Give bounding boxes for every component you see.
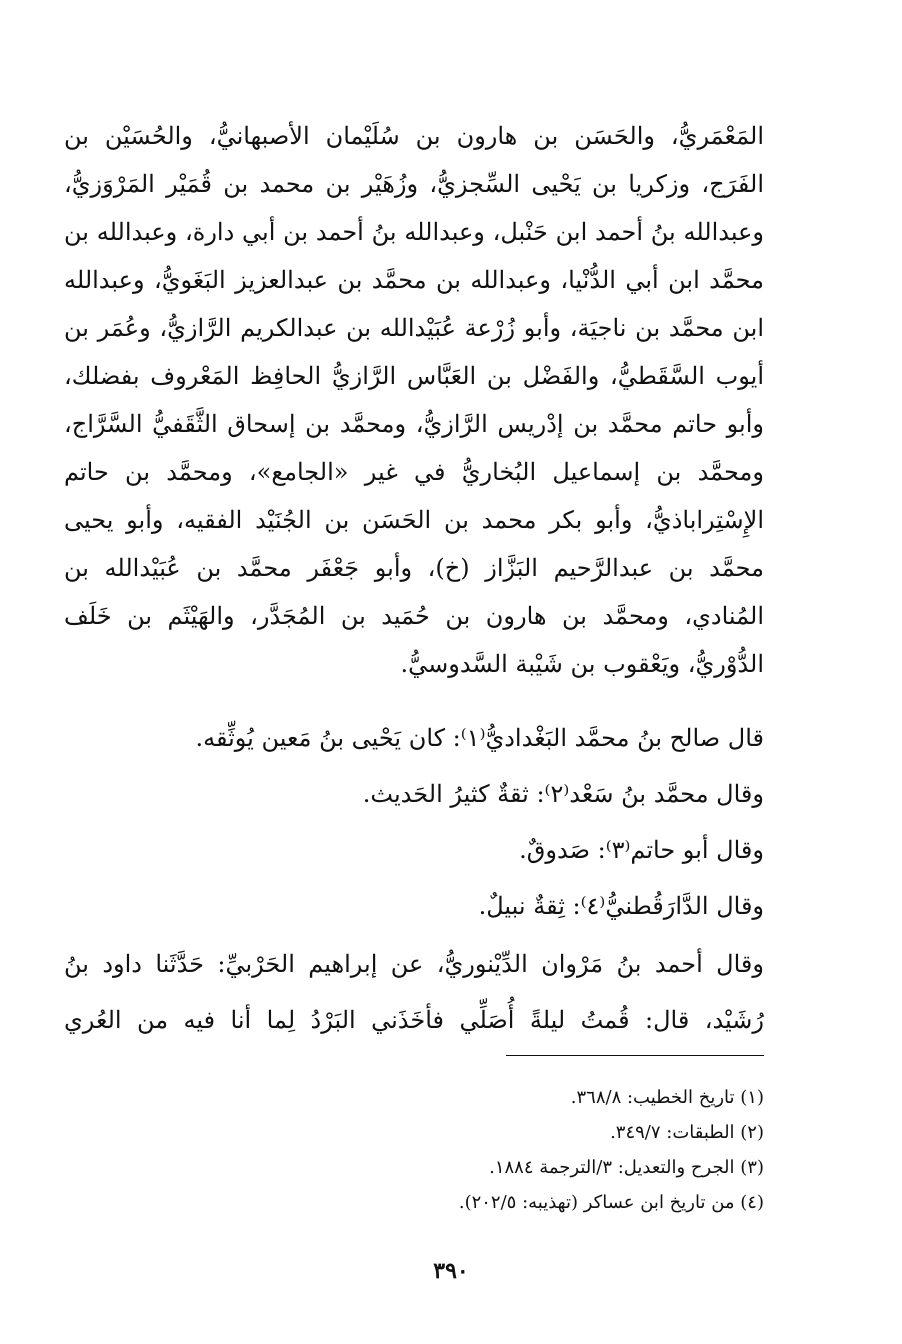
quotes-block (124, 710, 764, 934)
footnote: (٢) الطبقات: ٣٤٩/٧. (610, 1122, 764, 1143)
quote-line: وقال الدَّارَقُطنيُّ⁽٤⁾: ثِقةٌ نبيلٌ. (478, 892, 764, 920)
paragraph-2: وقال أحمد بنُ مَرْوان الدِّيْنوريُّ، عن إبراهيم الحَرْبيِّ: حَدَّثَنا داود بنُ رُشَيْد، قال: قُمتُ ليلةً أُصَلِّي فأخَذَني البَرْدُ لِما أنا فيه من العُري (64, 950, 765, 1034)
narrator-list-paragraph (64, 112, 764, 688)
footnote: (٣) الجرح والتعديل: ٣/الترجمة ١٨٨٤. (489, 1157, 764, 1178)
quote-line: وقال محمَّد بنُ سَعْد⁽٢⁾: ثقةٌ كثيرُ الحَديث. (362, 780, 764, 808)
quote-line: قال صالح بنُ محمَّد البَغْداديُّ⁽١⁾: كان يَحْيى بنُ مَعين يُوثِّقه. (195, 724, 764, 752)
footnote-divider (506, 1055, 764, 1056)
footnote: (١) تاريخ الخطيب: ٣٦٨/٨. (570, 1087, 764, 1108)
footnotes (124, 1080, 764, 1220)
footnote: (٤) من تاريخ ابن عساكر (تهذيبه: ٢٠٢/٥). (458, 1192, 764, 1213)
paragraph-1: المَعْمَريُّ، والحَسَن بن هارون بن سُلَيْمان الأصبهانيُّ، والحُسَيْن بن الفَرَج، وزكريا بن يَحْيى السِّجزيُّ، وزُهَيْر بن محمد بن قُمَيْر المَرْوَزيُّ، وعبدالله بنُ أحمد ابن حَنْبل، وعبدالله بنُ أحمد بن أبي دارة، وعبدالله بن محمَّد ابن أبي الدُّنْيا، وعبدالله بن محمَّد بن عبدالعزيز البَغَويُّ، وعبدالله ابن محمَّد بن ناجيَة، وأبو زُرْعة عُبَيْدالله بن عبدالكريم الرَّازيُّ، وعُمَر بن أيوب السَّقَطيُّ، والفَضْل بن العَبَّاس الرَّازيُّ الحافِظ المَعْروف بفضلك، وأبو حاتم محمَّد بن إدْريس الرَّازيُّ، ومحمَّد بن إسحاق الثَّقَفيُّ السَّرَّاج، ومحمَّد بن إسماعيل البُخاريُّ في غير «الجامع»، ومحمَّد بن حاتم الإِسْتِراباذيُّ، وأبو بكر محمد بن الحَسَن بن الجُنَيْد الفقيه، وأبو يحيى محمَّد بن عبدالرَّحيم البَزَّاز (خ)، وأبو جَعْفَر محمَّد بن عُبَيْدالله بن المُنادي، ومحمَّد بن هارون بن حُمَيد بن المُجَدَّر، والهَيْثَم بن خَلَف الدُّوْريُّ، ويَعْقوب بن شَيْبة السَّدوسيُّ. (64, 122, 764, 678)
quote-line: وقال أبو حاتم⁽٣⁾: صَدوقٌ. (519, 836, 764, 864)
page-number: ٣٩٠ (433, 1258, 469, 1284)
